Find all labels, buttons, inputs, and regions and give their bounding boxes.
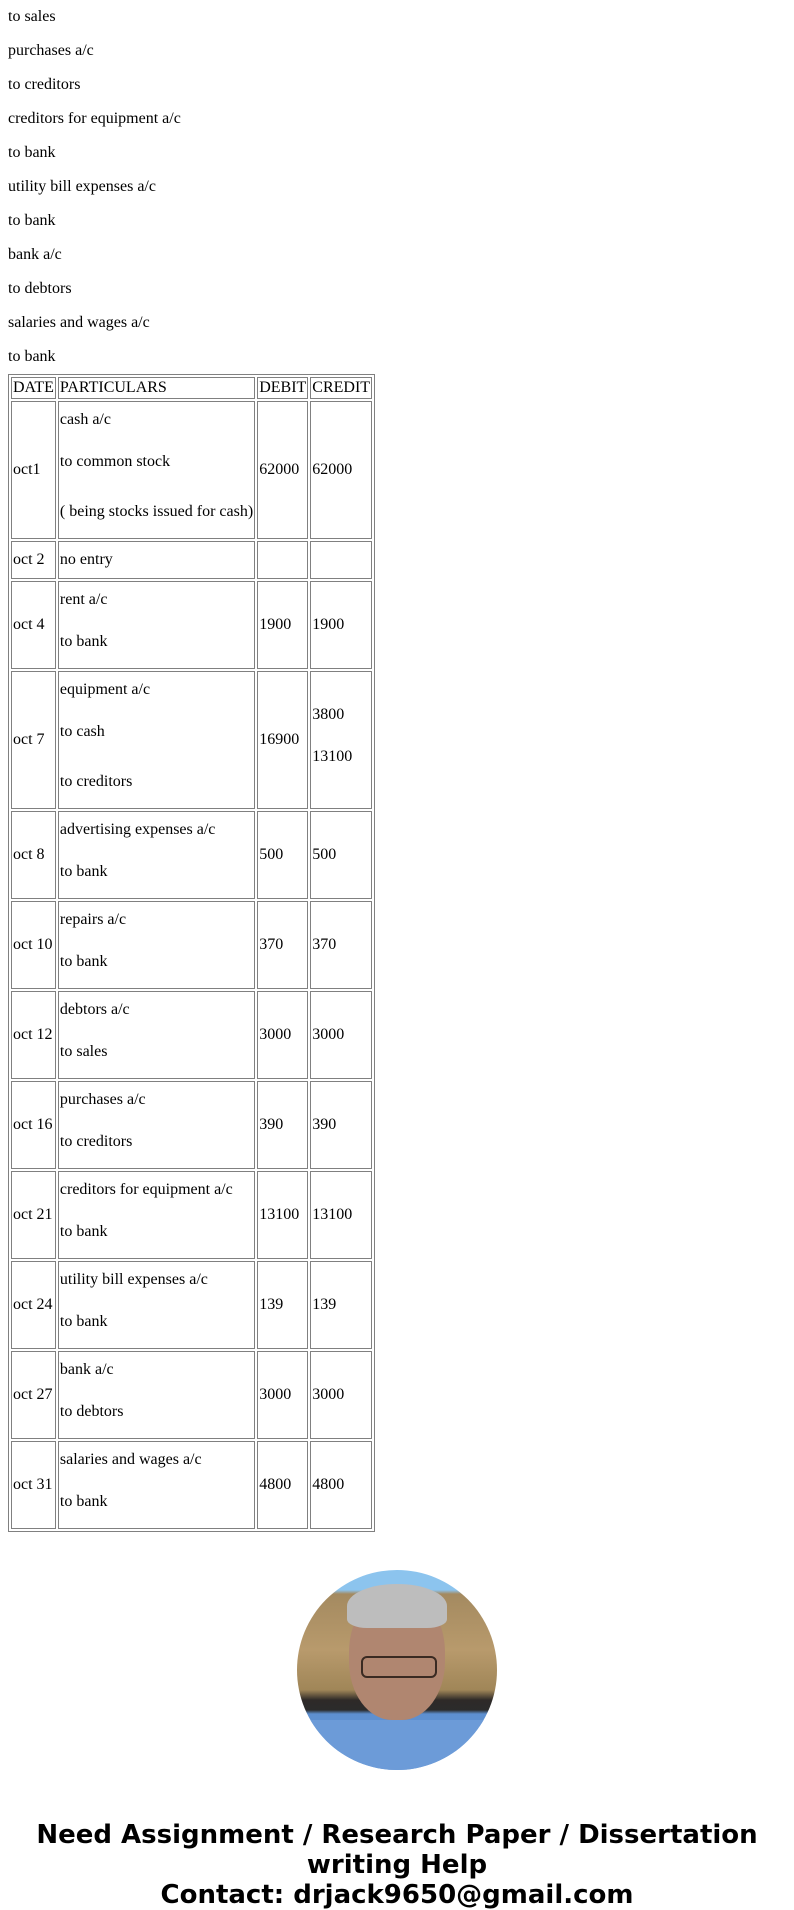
avatar-container — [0, 1570, 794, 1770]
cell-particulars-line: to debtors — [59, 1403, 124, 1420]
cell-debit-line: 390 — [259, 1116, 284, 1133]
cell-credit — [310, 401, 372, 539]
cell-credit-line: 1900 — [312, 616, 345, 633]
cell-debit-line: 3000 — [259, 1386, 292, 1403]
text-line: to bank — [8, 348, 56, 365]
cell-debit-line: 62000 — [259, 461, 300, 478]
cell-date: oct 21 — [11, 1171, 56, 1259]
cell-date: oct 31 — [11, 1441, 56, 1529]
cell-particulars-line: rent a/c — [59, 591, 108, 608]
text-line: to creditors — [8, 76, 81, 93]
table-row — [11, 1351, 372, 1439]
cell-credit — [310, 991, 372, 1079]
cell-particulars-line: utility bill expenses a/c — [59, 1271, 208, 1288]
cell-debit-line: 370 — [259, 936, 284, 953]
cell-particulars-line: to bank — [59, 1223, 108, 1240]
cell-date: oct 2 — [11, 541, 56, 579]
text-line: bank a/c — [8, 246, 62, 263]
cell-particulars — [58, 811, 255, 899]
cell-particulars-line: no entry — [59, 551, 113, 568]
cell-particulars-line: bank a/c — [59, 1361, 114, 1378]
cell-particulars-line: equipment a/c — [59, 681, 151, 698]
promo-line-2: writing Help — [306, 1850, 488, 1880]
table-row — [11, 811, 372, 899]
cell-particulars — [58, 991, 255, 1079]
table-row — [11, 581, 372, 669]
cell-debit — [257, 1351, 308, 1439]
cell-debit — [257, 811, 308, 899]
table-row — [11, 401, 372, 539]
cell-particulars-line: purchases a/c — [59, 1091, 146, 1108]
cell-particulars-line: to creditors — [59, 773, 133, 790]
text-line: to bank — [8, 144, 56, 161]
cell-date: oct1 — [11, 401, 56, 539]
cell-debit — [257, 541, 308, 579]
cell-debit-line: 4800 — [259, 1476, 292, 1493]
table-row — [11, 671, 372, 809]
header-credit: CREDIT — [310, 377, 372, 399]
cell-date: oct 12 — [11, 991, 56, 1079]
table-row — [11, 1171, 372, 1259]
cell-particulars-line: salaries and wages a/c — [59, 1451, 202, 1468]
cell-particulars-line: to bank — [59, 1313, 108, 1330]
cell-particulars — [58, 1081, 255, 1169]
text-line: salaries and wages a/c — [8, 314, 150, 331]
text-line: utility bill expenses a/c — [8, 178, 156, 195]
cell-particulars-line: cash a/c — [59, 411, 111, 428]
cell-particulars — [58, 1171, 255, 1259]
table-row — [11, 1261, 372, 1349]
cell-debit — [257, 1441, 308, 1529]
table-header-row — [11, 377, 372, 399]
cell-particulars-line: repairs a/c — [59, 911, 127, 928]
table-row — [11, 901, 372, 989]
cell-particulars-line: advertising expenses a/c — [59, 821, 216, 838]
cell-debit — [257, 671, 308, 809]
cell-credit — [310, 1261, 372, 1349]
cell-credit-line: 62000 — [312, 461, 353, 478]
cell-debit — [257, 1261, 308, 1349]
cell-particulars — [58, 1351, 255, 1439]
promo-text — [0, 1820, 794, 1910]
promo-line-1: Need Assignment / Research Paper / Dissertation — [36, 1820, 758, 1850]
cell-particulars-line: to bank — [59, 953, 108, 970]
cell-particulars-line: debtors a/c — [59, 1001, 130, 1018]
text-line: creditors for equipment a/c — [8, 110, 181, 127]
cell-date: oct 7 — [11, 671, 56, 809]
text-line: to bank — [8, 212, 56, 229]
cell-credit — [310, 541, 372, 579]
table-row — [11, 541, 372, 579]
cell-credit — [310, 1441, 372, 1529]
cell-debit-line: 13100 — [259, 1206, 300, 1223]
text-line: purchases a/c — [8, 42, 94, 59]
cell-credit-line: 139 — [312, 1296, 337, 1313]
promo-line-3: Contact: drjack9650@gmail.com — [160, 1880, 634, 1910]
cell-debit-line: 139 — [259, 1296, 284, 1313]
cell-particulars-line: to cash — [59, 723, 105, 740]
table-row — [11, 1441, 372, 1529]
cell-credit-line: 13100 — [312, 748, 353, 765]
cell-credit-line: 13100 — [312, 1206, 353, 1223]
cell-particulars — [58, 671, 255, 809]
table-row — [11, 991, 372, 1079]
cell-debit — [257, 1171, 308, 1259]
avatar — [297, 1570, 497, 1770]
cell-particulars-line: to common stock — [59, 453, 171, 470]
cell-debit-line: 500 — [259, 846, 284, 863]
text-line: to sales — [8, 8, 56, 25]
cell-credit-line: 500 — [312, 846, 337, 863]
cell-particulars-line: to creditors — [59, 1133, 133, 1150]
cell-credit-line: 3000 — [312, 1026, 345, 1043]
cell-particulars-line: to sales — [59, 1043, 108, 1060]
cell-debit — [257, 401, 308, 539]
cell-date: oct 4 — [11, 581, 56, 669]
cell-debit — [257, 581, 308, 669]
cell-debit — [257, 901, 308, 989]
cell-credit-line: 3800 — [312, 706, 345, 723]
cell-credit-line: 370 — [312, 936, 337, 953]
cell-particulars-line: creditors for equipment a/c — [59, 1181, 233, 1198]
cell-date: oct 24 — [11, 1261, 56, 1349]
cell-date: oct 10 — [11, 901, 56, 989]
avatar-glasses — [361, 1656, 437, 1678]
header-debit: DEBIT — [257, 377, 308, 399]
cell-credit — [310, 811, 372, 899]
cell-particulars — [58, 541, 255, 579]
cell-date: oct 16 — [11, 1081, 56, 1169]
cell-debit-line: 3000 — [259, 1026, 292, 1043]
cell-debit-line: 16900 — [259, 731, 300, 748]
preceding-lines — [8, 0, 786, 374]
cell-particulars — [58, 1441, 255, 1529]
text-line: to debtors — [8, 280, 72, 297]
cell-particulars — [58, 1261, 255, 1349]
cell-credit — [310, 581, 372, 669]
cell-particulars-line: ( being stocks issued for cash) — [59, 503, 254, 520]
cell-credit — [310, 1081, 372, 1169]
cell-particulars-line: to bank — [59, 1493, 108, 1510]
avatar-hair — [347, 1584, 447, 1628]
cell-credit — [310, 1171, 372, 1259]
cell-credit-line: 4800 — [312, 1476, 345, 1493]
table-row — [11, 1081, 372, 1169]
cell-credit — [310, 901, 372, 989]
header-date: DATE — [11, 377, 56, 399]
cell-date: oct 8 — [11, 811, 56, 899]
cell-credit-line: 3000 — [312, 1386, 345, 1403]
cell-particulars-line: to bank — [59, 633, 108, 650]
cell-date: oct 27 — [11, 1351, 56, 1439]
cell-particulars — [58, 901, 255, 989]
cell-debit — [257, 991, 308, 1079]
cell-credit — [310, 671, 372, 809]
cell-debit — [257, 1081, 308, 1169]
cell-debit-line: 1900 — [259, 616, 292, 633]
cell-credit-line: 390 — [312, 1116, 337, 1133]
cell-particulars — [58, 581, 255, 669]
cell-particulars-line: to bank — [59, 863, 108, 880]
header-particulars: PARTICULARS — [58, 377, 255, 399]
person-photo-icon — [297, 1720, 497, 1770]
journal-table — [8, 374, 375, 1532]
cell-credit — [310, 1351, 372, 1439]
cell-particulars — [58, 401, 255, 539]
